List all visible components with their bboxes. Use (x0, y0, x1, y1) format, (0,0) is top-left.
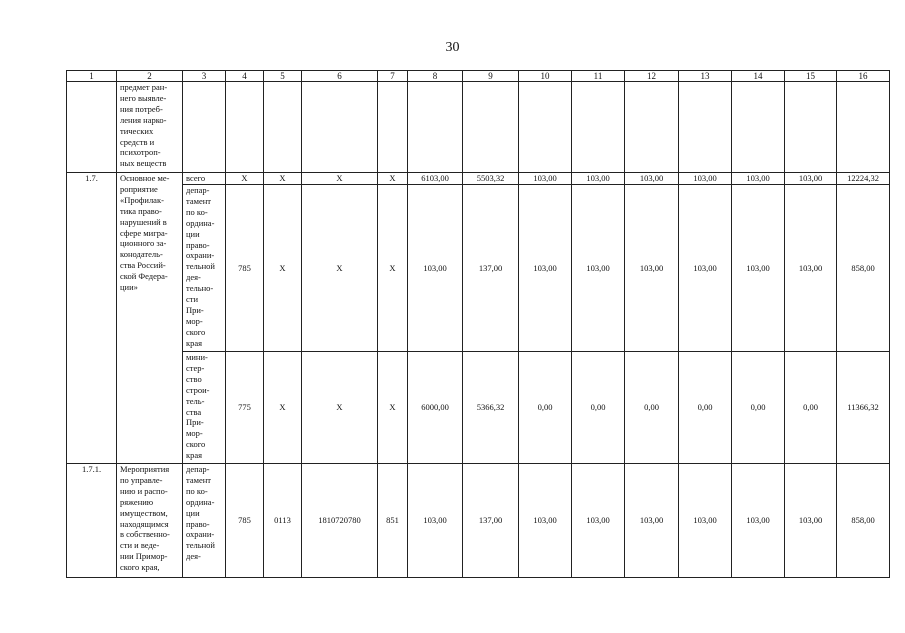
value-cell: 12224,32 (837, 173, 890, 185)
table-cell (837, 82, 890, 173)
table-cell (226, 82, 264, 173)
value-cell: X (378, 173, 408, 185)
value-cell: 5366,32 (463, 352, 519, 464)
value-cell: 103,00 (679, 464, 732, 578)
col-header: 4 (226, 71, 264, 82)
value-cell: 103,00 (625, 173, 679, 185)
value-cell: 858,00 (837, 464, 890, 578)
value-cell: 103,00 (572, 173, 625, 185)
value-cell: 0,00 (519, 352, 572, 464)
value-cell: 785 (226, 185, 264, 352)
value-cell: 0,00 (732, 352, 785, 464)
executor-cell: депар- тамент по ко- ордина- ции право- охрани- тельной дея- (183, 464, 226, 578)
value-cell: X (302, 173, 378, 185)
value-cell: 103,00 (408, 464, 463, 578)
table-cell (463, 82, 519, 173)
table-cell (378, 82, 408, 173)
value-cell: 0,00 (785, 352, 837, 464)
table-cell (183, 82, 226, 173)
table-cell (519, 82, 572, 173)
value-cell: 11366,32 (837, 352, 890, 464)
measure-number: 1.7.1. (67, 464, 117, 578)
value-cell: X (378, 352, 408, 464)
value-cell: 0113 (264, 464, 302, 578)
col-header: 10 (519, 71, 572, 82)
value-cell: 103,00 (732, 185, 785, 352)
value-cell: 137,00 (463, 185, 519, 352)
value-cell: 103,00 (625, 185, 679, 352)
col-header: 5 (264, 71, 302, 82)
col-header: 6 (302, 71, 378, 82)
table-cell (732, 82, 785, 173)
col-header: 16 (837, 71, 890, 82)
col-header: 3 (183, 71, 226, 82)
table-cell (408, 82, 463, 173)
budget-table (66, 70, 890, 578)
value-cell: 103,00 (519, 173, 572, 185)
value-cell: 0,00 (572, 352, 625, 464)
table-row (67, 82, 890, 173)
col-header: 8 (408, 71, 463, 82)
table-row (67, 173, 890, 185)
value-cell: X (302, 352, 378, 464)
value-cell: X (264, 173, 302, 185)
value-cell: X (264, 352, 302, 464)
col-header: 14 (732, 71, 785, 82)
col-header: 15 (785, 71, 837, 82)
table-row (67, 464, 890, 578)
value-cell: 103,00 (572, 185, 625, 352)
table-row (67, 185, 890, 352)
value-cell: X (264, 185, 302, 352)
measure-name: Мероприятия по управле- нию и распо- ряжению имуществом, находящимся в собственно- сти и веде- нии Примор- ского края, (117, 464, 183, 578)
value-cell: X (226, 173, 264, 185)
measure-number: 1.7. (67, 173, 117, 464)
value-cell: 103,00 (679, 185, 732, 352)
executor-cell: всего (183, 173, 226, 185)
value-cell: 1810720780 (302, 464, 378, 578)
table-cell (785, 82, 837, 173)
value-cell: 103,00 (572, 464, 625, 578)
col-header: 9 (463, 71, 519, 82)
page-number: 30 (445, 40, 460, 55)
value-cell: 851 (378, 464, 408, 578)
value-cell: 6000,00 (408, 352, 463, 464)
measure-name-continued: предмет ран- него выявле- ния потреб- ления нарко- тических средств и психотроп- ных веществ (117, 82, 183, 173)
table-cell (572, 82, 625, 173)
value-cell: X (302, 185, 378, 352)
value-cell: 103,00 (408, 185, 463, 352)
value-cell: 785 (226, 464, 264, 578)
table-cell (679, 82, 732, 173)
value-cell: 775 (226, 352, 264, 464)
table-cell (67, 82, 117, 173)
value-cell: 0,00 (679, 352, 732, 464)
value-cell: 0,00 (625, 352, 679, 464)
col-header: 12 (625, 71, 679, 82)
executor-cell: мини- стер- ство строи- тель- ства При- мор- ского края (183, 352, 226, 464)
executor-cell: депар- тамент по ко- ордина- ции право- охрани- тельной дея- тельно- сти При- мор- ского края (183, 185, 226, 352)
value-cell: 103,00 (625, 464, 679, 578)
measure-name: Основное ме- роприятие «Профилак- тика право- нарушений в сфере мигра- ционного за- конодатель- ства Россий- ской Федера- ции» (117, 173, 183, 464)
value-cell: 103,00 (519, 464, 572, 578)
col-header: 11 (572, 71, 625, 82)
value-cell: 103,00 (519, 185, 572, 352)
value-cell: 103,00 (732, 173, 785, 185)
col-header: 13 (679, 71, 732, 82)
value-cell: 103,00 (679, 173, 732, 185)
table-cell (302, 82, 378, 173)
table-cell (625, 82, 679, 173)
value-cell: 103,00 (785, 173, 837, 185)
value-cell: 137,00 (463, 464, 519, 578)
value-cell: 103,00 (785, 464, 837, 578)
header-row (67, 71, 890, 82)
value-cell: X (378, 185, 408, 352)
table-cell (264, 82, 302, 173)
col-header: 1 (67, 71, 117, 82)
value-cell: 103,00 (785, 185, 837, 352)
table-row (67, 352, 890, 464)
value-cell: 103,00 (732, 464, 785, 578)
col-header: 7 (378, 71, 408, 82)
value-cell: 858,00 (837, 185, 890, 352)
value-cell: 5503,32 (463, 173, 519, 185)
col-header: 2 (117, 71, 183, 82)
value-cell: 6103,00 (408, 173, 463, 185)
